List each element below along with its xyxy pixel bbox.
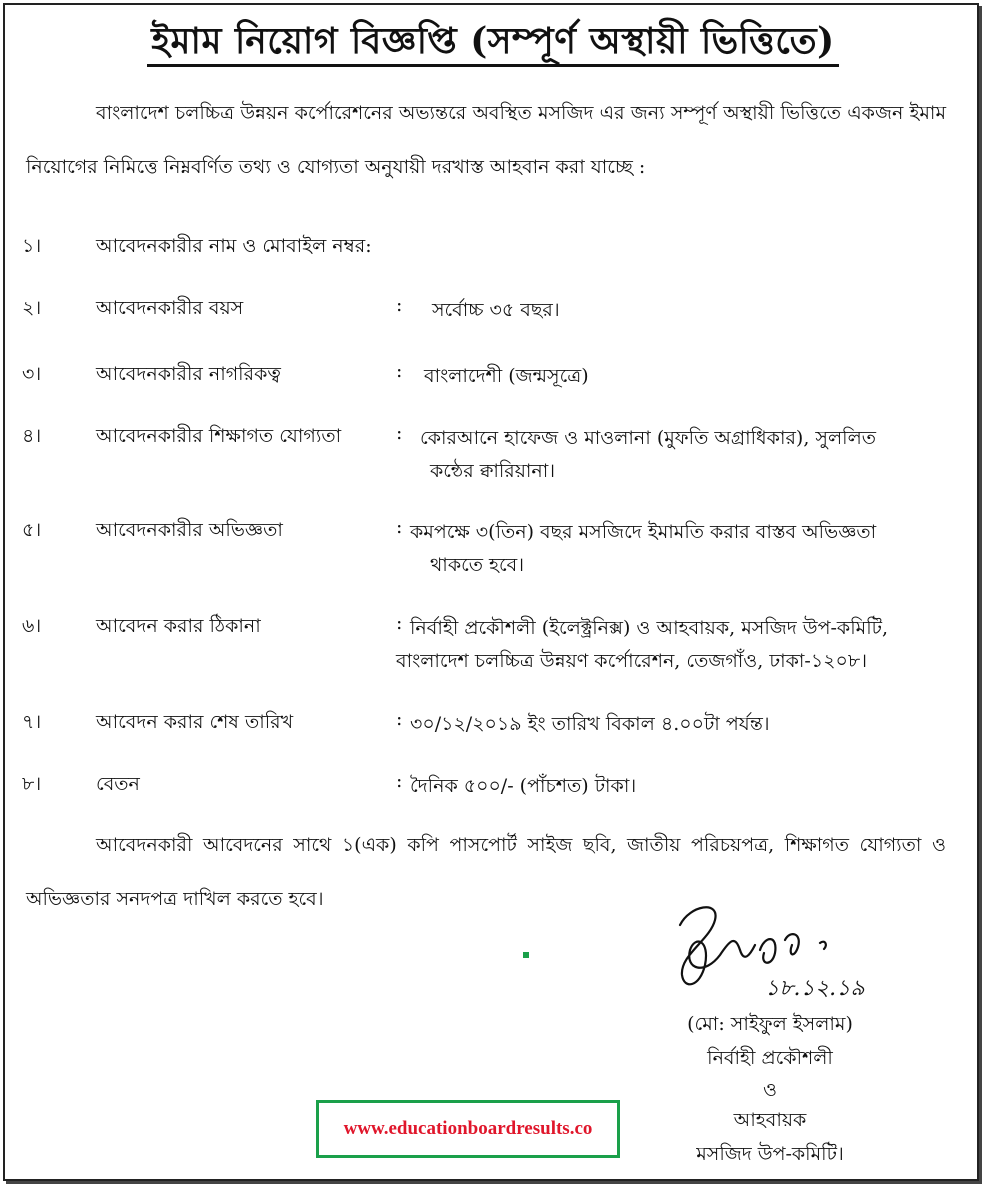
signature-date: ১৮.১২.১৯ bbox=[765, 976, 865, 1001]
closing-paragraph: আবেদনকারী আবেদনের সাথে ১(এক) কপি পাসপোর্ট সাইজ ছবি, জাতীয় পরিচয়পত্র, শিক্ষাগত যোগ্যতা ও অভিজ্ঞতার সনদপত্র দাখিল করতে হবে। bbox=[26, 834, 946, 910]
item-number: ৫। bbox=[22, 519, 42, 541]
item-value: সর্বোচ্চ ৩৫ বছর। bbox=[432, 299, 560, 321]
item-label: আবেদন করার ঠিকানা bbox=[96, 615, 261, 637]
item-value-line: কন্ঠের ক্বারিয়ানা। bbox=[430, 460, 556, 482]
item-value-line: বাংলাদেশ চলচ্চিত্র উন্নয়ণ কর্পোরেশন, তেজগাঁও, ঢাকা-১২০৮। bbox=[396, 650, 867, 672]
signer-and: ও bbox=[763, 1079, 777, 1101]
green-dot bbox=[523, 952, 529, 958]
item-label: আবেদনকারীর বয়স bbox=[96, 297, 244, 319]
item-colon: : bbox=[396, 294, 403, 316]
item-number: ৬। bbox=[22, 615, 42, 637]
item-label: আবেদনকারীর শিক্ষাগত যোগ্যতা bbox=[96, 425, 342, 447]
item-value: বাংলাদেশী (জন্মসূত্রে) bbox=[424, 365, 589, 387]
item-value bbox=[420, 422, 960, 488]
item-label: আবেদনকারীর অভিজ্ঞতা bbox=[96, 519, 283, 541]
item-label: আবেদন করার শেষ তারিখ bbox=[96, 711, 294, 733]
item-label: আবেদনকারীর নাম ও মোবাইল নম্বর: bbox=[96, 235, 372, 257]
item-value: দৈনিক ৫০০/- (পাঁচশত) টাকা। bbox=[410, 775, 637, 797]
item-colon: : bbox=[396, 422, 403, 444]
item-value: ৩০/১২/২০১৯ ইং তারিখ বিকাল ৪.০০টা পর্যন্ত। bbox=[410, 713, 770, 735]
item-number: ৭। bbox=[22, 711, 42, 733]
item-value-line: নির্বাহী প্রকৌশলী (ইলেক্ট্রনিক্স) ও আহবায়ক, মসজিদ উপ-কমিটি, bbox=[410, 617, 889, 639]
item-colon: : bbox=[396, 612, 403, 634]
website-watermark-text[interactable]: www.educationboardresults.co bbox=[343, 1118, 593, 1139]
item-label: আবেদনকারীর নাগরিকত্ব bbox=[96, 363, 281, 385]
signer-name: (মো: সাইফুল ইসলাম) bbox=[687, 1013, 853, 1035]
intro-paragraph: বাংলাদেশ চলচ্চিত্র উন্নয়ন কর্পোরেশনের অভ্যন্তরে অবস্থিত মসজিদ এর জন্য সম্পূর্ণ অস্থায়ী ভিত্তিতে একজন ইমাম নিয়োগের নিমিত্তে নিম্নবর্ণিত তথ্য ও যোগ্যতা অনুযায়ী দরখাস্ত আহবান করা যাচ্ছে : bbox=[26, 102, 946, 178]
item-value bbox=[396, 612, 950, 678]
item-colon: : bbox=[396, 708, 403, 730]
item-number: ৮। bbox=[22, 773, 42, 795]
website-watermark[interactable] bbox=[316, 1100, 620, 1158]
item-number: ২। bbox=[22, 297, 42, 319]
item-number: ১। bbox=[22, 235, 42, 257]
signer-committee: মসজিদ উপ-কমিটি। bbox=[696, 1143, 844, 1165]
item-value bbox=[410, 516, 950, 582]
item-colon: : bbox=[396, 770, 403, 792]
item-value-line: কমপক্ষে ৩(তিন) বছর মসজিদে ইমামতি করার বাস্তব অভিজ্ঞতা bbox=[410, 521, 877, 543]
notice-title: ইমাম নিয়োগ বিজ্ঞপ্তি (সম্পূর্ণ অস্থায়ী ভিত্তিতে) bbox=[0, 14, 986, 74]
item-number: ৩। bbox=[22, 363, 42, 385]
signer-designation: নির্বাহী প্রকৌশলী bbox=[707, 1047, 833, 1069]
signer-role: আহবায়ক bbox=[733, 1109, 807, 1131]
item-colon: : bbox=[396, 516, 403, 538]
item-value-line: থাকতে হবে। bbox=[430, 554, 525, 576]
item-label: বেতন bbox=[96, 773, 140, 795]
item-value-line: কোরআনে হাফেজ ও মাওলানা (মুফতি অগ্রাধিকার), সুললিত bbox=[420, 427, 876, 449]
item-number: ৪। bbox=[22, 425, 42, 447]
signature-icon bbox=[660, 895, 940, 1005]
item-colon: : bbox=[396, 360, 403, 382]
